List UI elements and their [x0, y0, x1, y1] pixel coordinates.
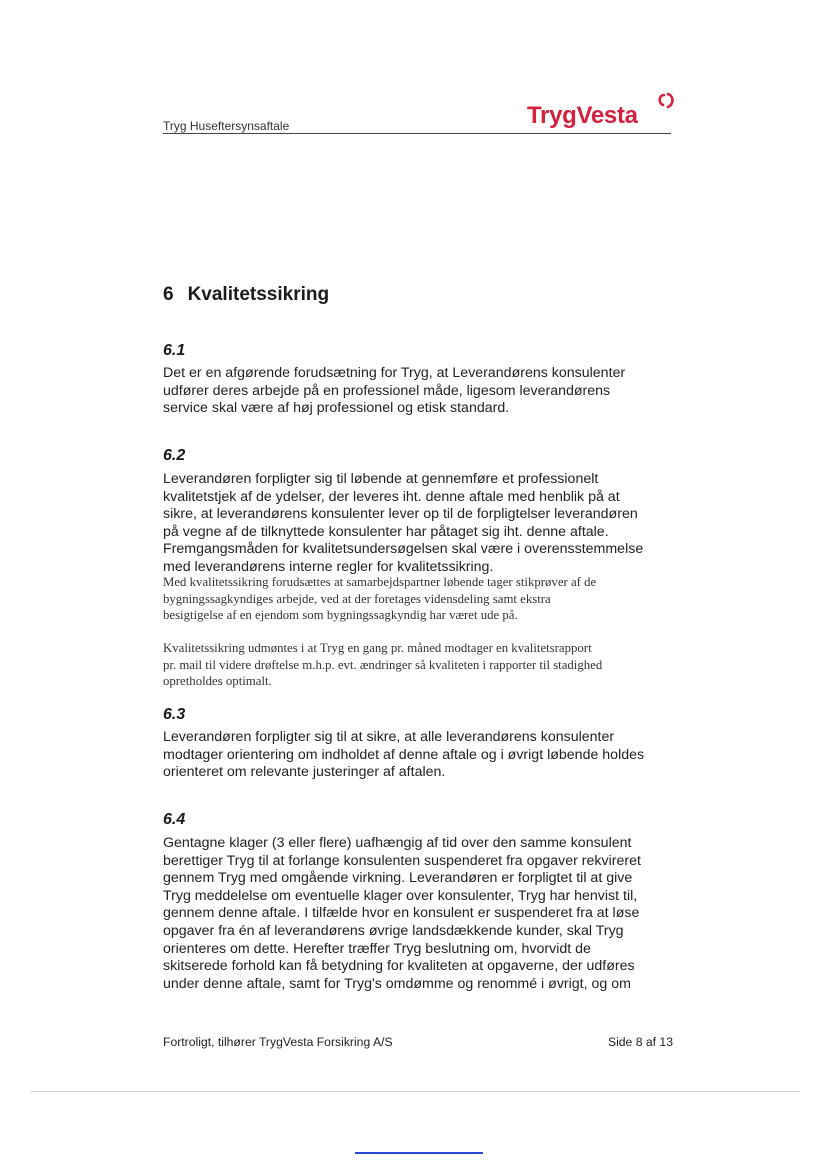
text-line: Leverandøren forpligter sig til at sikre, at alle leverandørens konsulenter	[163, 729, 615, 745]
text-line: Med kvalitetssikring forudsættes at samarbejdspartner løbende tager stikprøver af de	[163, 575, 597, 589]
section-heading-6-4: 6.4	[163, 811, 186, 828]
text-line: under denne aftale, samt for Tryg's omdømme og renommé i øvrigt, og om	[163, 975, 631, 992]
text-line: service skal være af høj professionel og etisk standard.	[163, 400, 510, 417]
section-6-4-body	[163, 835, 675, 993]
footer-page-number: Side 8 af 13	[607, 1035, 673, 1049]
text-line: gennem denne aftale. I tilfælde hvor en konsulent er suspenderet fra at løse	[163, 905, 640, 922]
text-line: på vegne af de tilknyttede konsulenter har påtaget sig iht. denne aftale.	[163, 523, 609, 540]
chapter-number: 6	[163, 284, 174, 305]
text-line: Gentagne klager (3 eller flere) uafhængig af tid over den samme konsulent	[163, 835, 632, 851]
logo-text: TrygVesta	[527, 102, 638, 129]
text-line: opretholdes optimalt.	[163, 674, 272, 688]
section-6-2-serif-paragraph-b	[163, 640, 675, 690]
text-line: Tryg meddelelse om eventuelle klager over konsulenter, Tryg har henvist til,	[163, 887, 638, 904]
text-line: opgaver fra én af leverandørens øvrige landsdækkende kunder, skal Tryg	[163, 922, 624, 939]
section-6-2-body	[163, 471, 675, 577]
chapter-heading	[163, 284, 329, 306]
text-line: udfører deres arbejde på en professionel måde, ligesom leverandørens	[163, 382, 611, 399]
text-line: pr. mail til videre drøftelse m.h.p. evt. ændringer så kvaliteten i rapporter til stadighed	[163, 657, 603, 672]
header-divider	[163, 133, 671, 134]
section-6-3-body	[163, 729, 675, 782]
trygvesta-logo	[523, 90, 678, 132]
page-bottom-rule	[30, 1091, 800, 1092]
section-heading-6-3: 6.3	[163, 706, 186, 723]
bottom-link-underline[interactable]	[355, 1152, 483, 1154]
text-line: Kvalitetssikring udmøntes i at Tryg en gang pr. måned modtager en kvalitetsrapport	[163, 641, 592, 655]
text-line: Leverandøren forpligter sig til løbende at gennemføre et professionelt	[163, 471, 599, 487]
text-line: Det er en afgørende forudsætning for Tryg, at Leverandørens konsulenter	[163, 365, 626, 381]
text-line: modtager orientering om indholdet af denne aftale og i øvrigt løbende holdes	[163, 746, 645, 763]
text-line: berettiger Tryg til at forlange konsulenten suspenderet fra opgaver rekvireret	[163, 852, 641, 869]
text-line: sikre, at leverandørens konsulenter lever op til de forpligtelser leverandøren	[163, 506, 638, 523]
text-line: orienteret om relevante justeringer af aftalen.	[163, 764, 446, 781]
text-line: Fremgangsmåden for kvalitetsundersøgelsen skal være i overensstemmelse	[163, 541, 644, 558]
footer-confidential-note: Fortroligt, tilhører TrygVesta Forsikring A/S	[163, 1035, 393, 1049]
text-line: orienteres om dette. Herefter træffer Tryg beslutning om, hvorvidt de	[163, 940, 591, 957]
chapter-title: Kvalitetssikring	[187, 284, 330, 305]
text-line: besigtigelse af en ejendom som bygningssagkyndig har været ude på.	[163, 608, 518, 622]
text-line: bygningssagkyndiges arbejde, ved at der foretages vidensdeling samt ekstra	[163, 591, 551, 606]
text-line: med leverandørens interne regler for kvalitetssikring.	[163, 558, 494, 575]
text-line: gennem Tryg med omgående virkning. Leverandøren er forpligtet til at give	[163, 870, 633, 887]
section-6-2-serif-paragraph-a	[163, 574, 675, 624]
section-heading-6-2: 6.2	[163, 447, 186, 464]
text-line: kvalitetstjek af de ydelser, der leveres iht. denne aftale med henblik på at	[163, 488, 620, 505]
logo-swirl-icon	[652, 92, 676, 114]
section-heading-6-1: 6.1	[163, 342, 186, 359]
section-6-1-body	[163, 365, 675, 418]
text-line: skitserede forhold kan få betydning for kvaliteten at opgaverne, der udføres	[163, 958, 635, 975]
header-title: Tryg Huseftersynsaftale	[163, 119, 290, 133]
